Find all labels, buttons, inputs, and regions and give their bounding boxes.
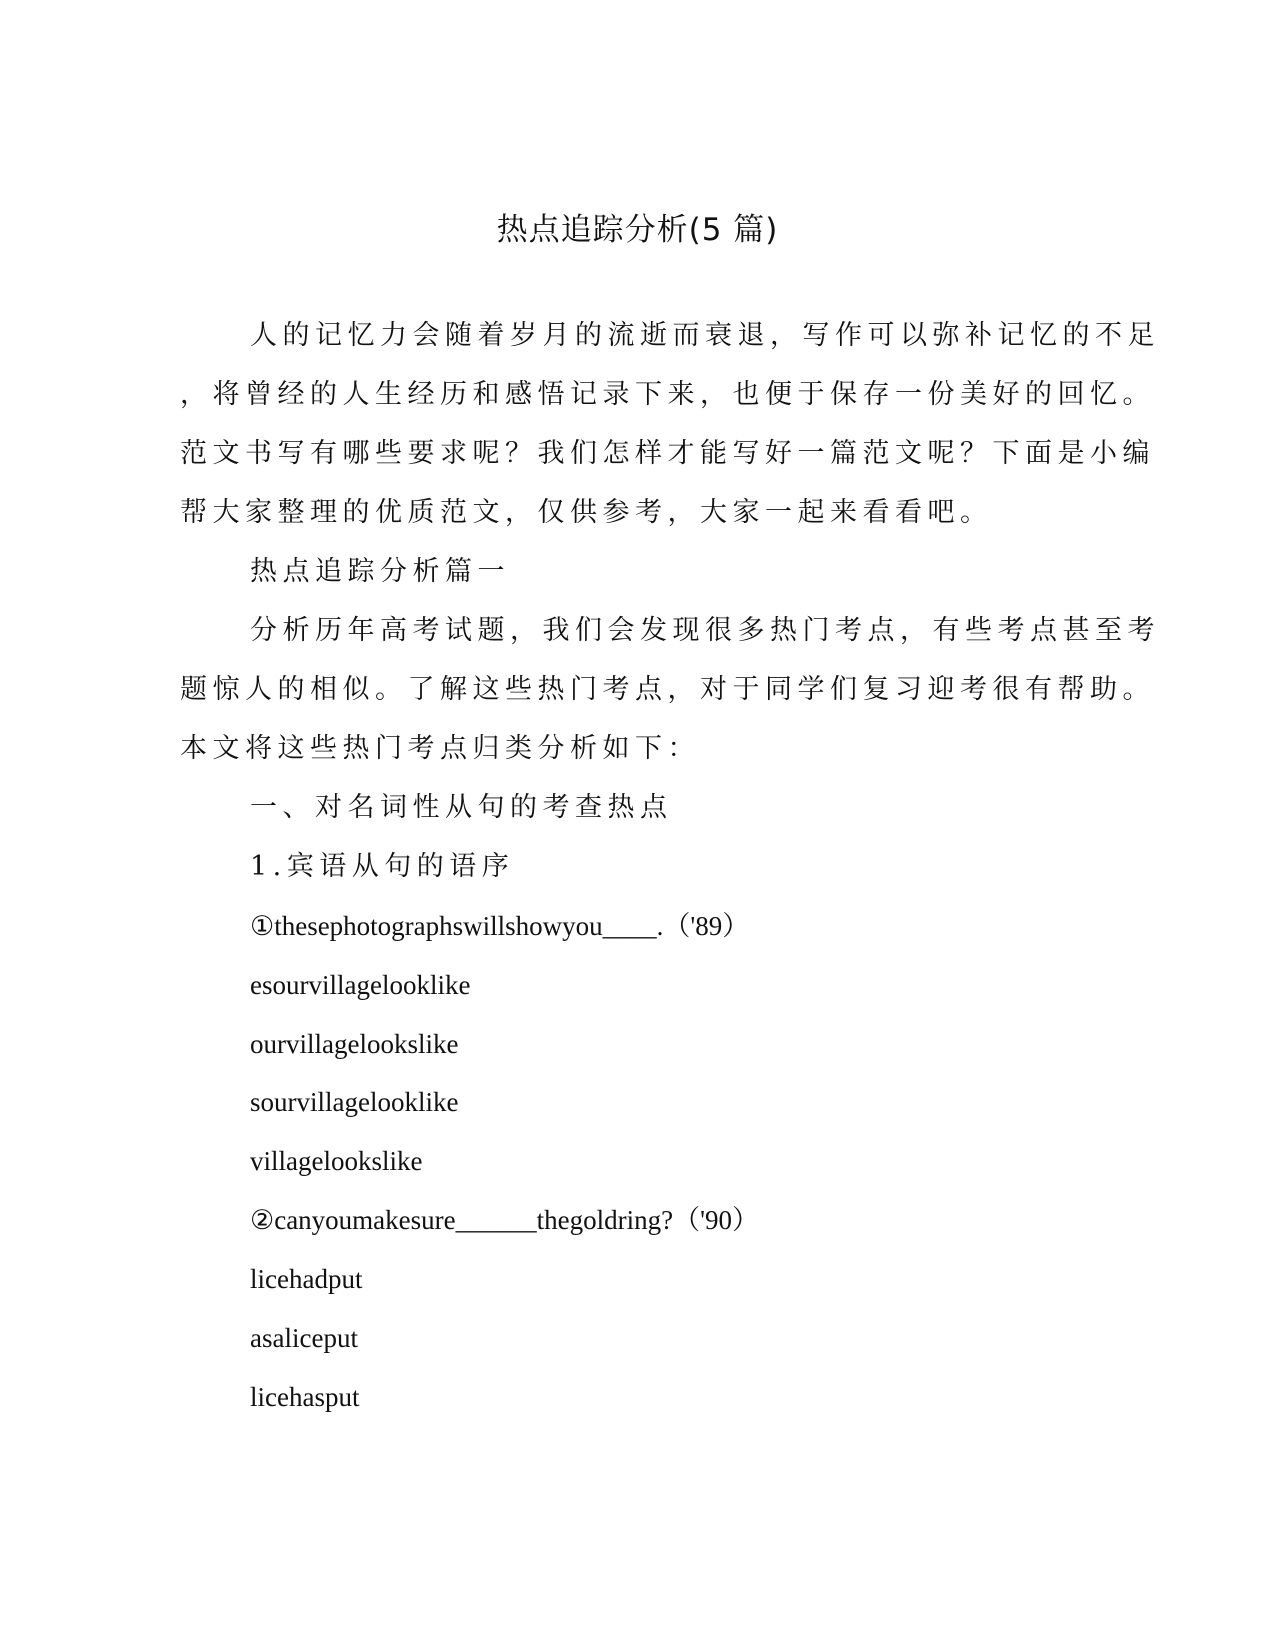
q1-option-3: sourvillagelooklike	[250, 1087, 459, 1117]
intro-line-1: 人的记忆力会随着岁月的流逝而衰退，写作可以弥补记忆的不足	[250, 320, 1160, 351]
question-2: ②canyoumakesure______thegoldring?（'90）	[250, 1205, 759, 1235]
subheading-noun-clause: 一、对名词性从句的考查热点	[250, 792, 673, 823]
q2-option-1: licehadput	[250, 1264, 363, 1294]
q1-option-1: esourvillagelooklike	[250, 970, 471, 1000]
q2-option-2: asaliceput	[250, 1323, 358, 1353]
intro-line-4: 帮大家整理的优质范文，仅供参考，大家一起来看看吧。	[180, 497, 993, 528]
section-heading: 热点追踪分析篇一	[250, 556, 510, 587]
body-line-2: 题惊人的相似。了解这些热门考点，对于同学们复习迎考很有帮助。	[180, 674, 1155, 705]
document-title: 热点追踪分析(5 篇)	[496, 212, 779, 248]
body-line-1: 分析历年高考试题，我们会发现很多热门考点，有些考点甚至考	[250, 615, 1160, 646]
q2-option-3: licehasput	[250, 1382, 360, 1412]
question-1: ①thesephotographswillshowyou____.（'89）	[250, 911, 750, 941]
body-line-3: 本文将这些热门考点归类分析如下：	[180, 733, 700, 764]
q1-option-4: villagelookslike	[250, 1146, 423, 1176]
intro-line-3: 范文书写有哪些要求呢？我们怎样才能写好一篇范文呢？下面是小编	[180, 438, 1155, 469]
intro-line-2: ，将曾经的人生经历和感悟记录下来，也便于保存一份美好的回忆。	[180, 379, 1155, 410]
q1-option-2: ourvillagelookslike	[250, 1029, 459, 1059]
subheading-object-clause: 1.宾语从句的语序	[250, 851, 515, 882]
